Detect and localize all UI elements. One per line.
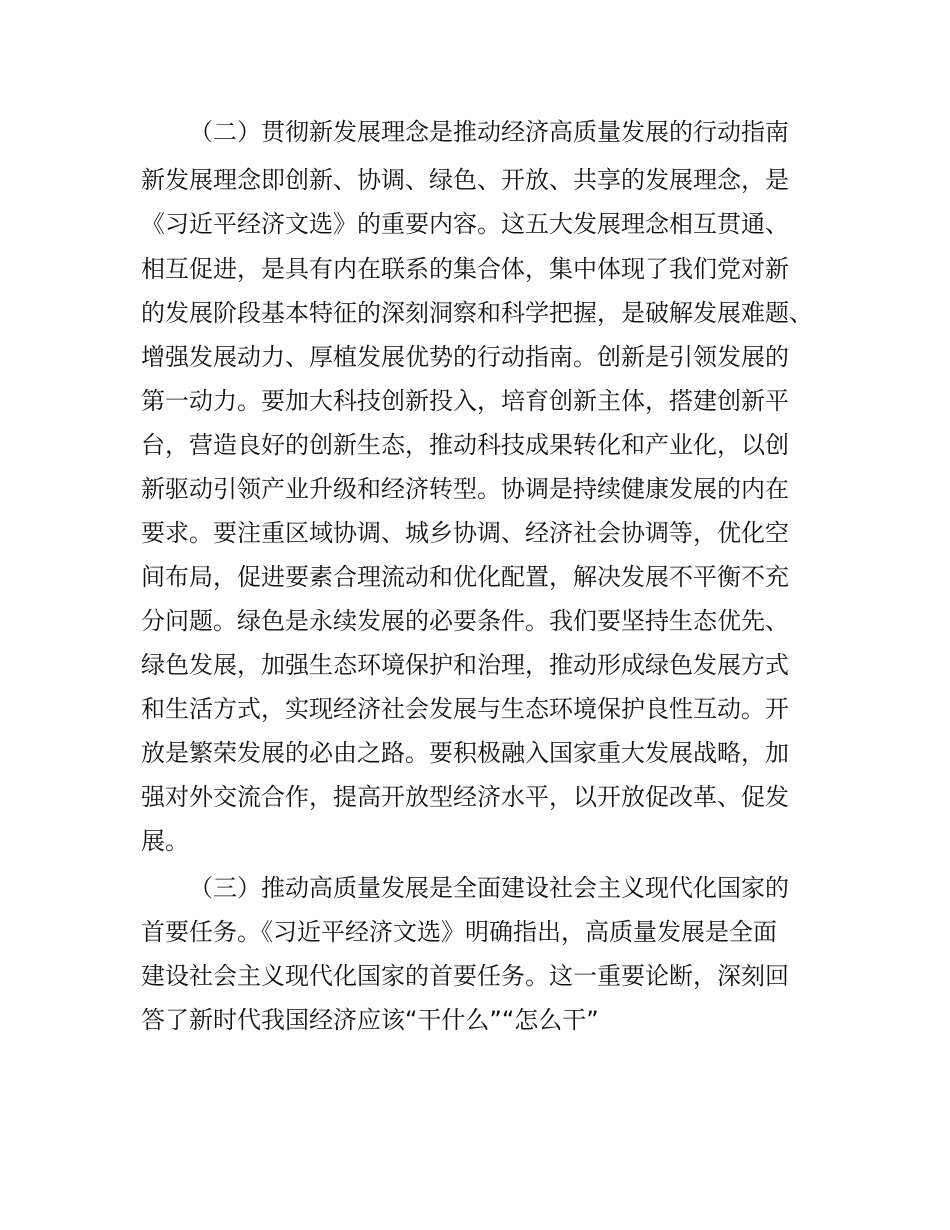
paragraph-line: 分问题。绿色是永续发展的必要条件。我们要坚持生态优先、 — [141, 607, 789, 635]
paragraph-line: 放是繁荣发展的必由之路。要积极融入国家重大发展战略，加 — [141, 739, 789, 767]
paragraph-line: 和生活方式，实现经济社会发展与生态环境保护良性互动。开 — [141, 695, 789, 723]
paragraph-line: 要求。要注重区域协调、城乡协调、经济社会协调等，优化空 — [141, 519, 789, 547]
paragraph-line: 强对外交流合作，提高开放型经济水平，以开放促改革、促发 — [141, 783, 789, 811]
paragraph-line: （二）贯彻新发展理念是推动经济高质量发展的行动指南 — [189, 118, 789, 146]
paragraph-line: 间布局，促进要素合理流动和优化配置，解决发展不平衡不充 — [141, 563, 789, 591]
paragraph-line: 展。 — [141, 827, 189, 855]
paragraph-line: 台，营造良好的创新生态，推动科技成果转化和产业化，以创 — [141, 431, 789, 459]
paragraph-line: 第一动力。要加大科技创新投入，培育创新主体，搭建创新平 — [141, 387, 789, 415]
paragraph-line: 建设社会主义现代化国家的首要任务。这一重要论断，深刻回 — [141, 962, 789, 990]
paragraph-line: 绿色发展，加强生态环境保护和治理，推动形成绿色发展方式 — [141, 651, 789, 679]
paragraph-line: 的发展阶段基本特征的深刻洞察和科学把握，是破解发展难题、 — [141, 299, 813, 327]
paragraph-line: 新驱动引领产业升级和经济转型。协调是持续健康发展的内在 — [141, 475, 789, 503]
paragraph-line: 答了新时代我国经济应该“干什么”“怎么干” — [141, 1006, 599, 1034]
paragraph-line: 首要任务。《习近平经济文选》明确指出，高质量发展是全面 — [141, 918, 777, 946]
paragraph-line: （三）推动高质量发展是全面建设社会主义现代化国家的 — [189, 874, 789, 902]
paragraph-line: 新发展理念即创新、协调、绿色、开放、共享的发展理念，是 — [141, 166, 789, 194]
paragraph-line: 相互促进，是具有内在联系的集合体，集中体现了我们党对新 — [141, 255, 789, 283]
paragraph-line: 《习近平经济文选》的重要内容。这五大发展理念相互贯通、 — [141, 210, 789, 238]
paragraph-line: 增强发展动力、厚植发展优势的行动指南。创新是引领发展的 — [141, 343, 789, 371]
